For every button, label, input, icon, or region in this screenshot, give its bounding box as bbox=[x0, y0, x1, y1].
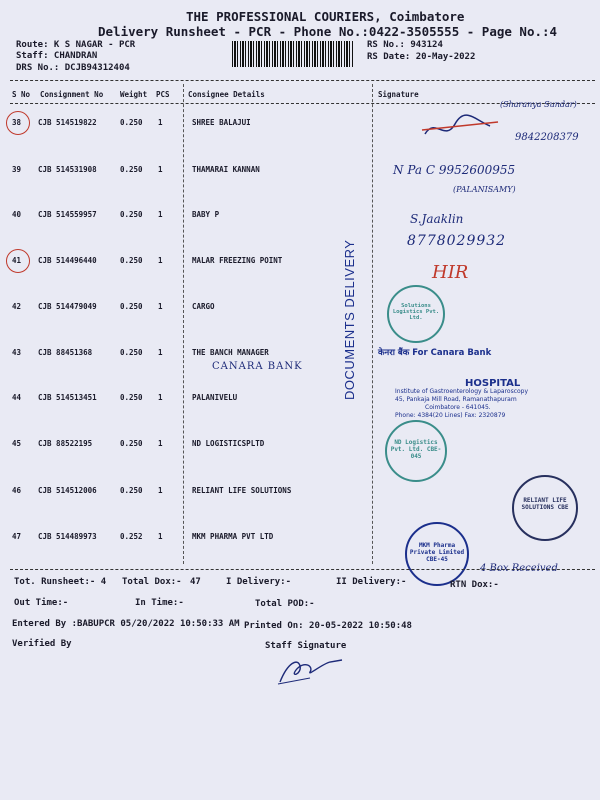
col-pcs: PCS bbox=[156, 90, 170, 99]
row-pcs: 1 bbox=[158, 302, 163, 311]
col-consignee: Consignee Details bbox=[188, 90, 265, 99]
signature-scribble-38 bbox=[420, 112, 500, 142]
staff-signature-scribble bbox=[270, 652, 350, 688]
hospital-stamp: HOSPITAL Institute of Gastroenterology & Laparoscopy 45, Pankaja Mill Road, Ramanathapuram Coimbatore - 641045. Phone: 4384(20 Lines) Fax: 2320879 bbox=[395, 378, 529, 419]
total-dox-label: Total Dox:- bbox=[122, 577, 182, 587]
row-weight: 0.250 bbox=[120, 486, 143, 495]
mkm-pharma-round-stamp: MKM Pharma Private Limited CBE-45 bbox=[405, 522, 469, 586]
row-pcs: 1 bbox=[158, 256, 163, 265]
handwritten-name: (PALANISAMY) bbox=[453, 185, 516, 194]
handwritten-name: S.Jaaklin bbox=[410, 212, 464, 226]
canara-bank-stamp: केनरा बैंक For Canara Bank bbox=[378, 348, 492, 358]
rs-date: RS Date: 20-May-2022 bbox=[367, 52, 476, 62]
row-weight: 0.250 bbox=[120, 302, 143, 311]
row-weight: 0.250 bbox=[120, 439, 143, 448]
row-consignee: RELIANT LIFE SOLUTIONS bbox=[192, 486, 292, 495]
documents-delivery-stamp: DOCUMENTS DELIVERY bbox=[342, 239, 357, 400]
row-consignee: CARGO bbox=[192, 302, 215, 311]
row-sno: 40 bbox=[12, 210, 22, 219]
col-weight: Weight bbox=[120, 90, 148, 99]
total-runsheet: Tot. Runsheet:- 4 bbox=[14, 577, 107, 587]
row-consignee: ND LOGISTICSPLTD bbox=[192, 439, 265, 448]
row-pcs: 1 bbox=[158, 210, 163, 219]
divider bbox=[10, 569, 595, 570]
col-consignment: Consignment No bbox=[40, 90, 104, 99]
staff-signature-label: Staff Signature bbox=[265, 641, 347, 651]
handwritten-phone: 9842208379 bbox=[515, 132, 579, 143]
ii-delivery: II Delivery:- bbox=[336, 577, 407, 587]
row-pcs: 1 bbox=[158, 348, 163, 357]
barcode bbox=[232, 41, 354, 67]
row-consignment: CJB 514559957 bbox=[38, 210, 97, 219]
in-time: In Time:- bbox=[135, 598, 184, 608]
table-row bbox=[0, 118, 600, 132]
table-row bbox=[0, 302, 600, 316]
drs-number: DRS No.: DCJB94312404 bbox=[16, 63, 130, 73]
red-circle-mark bbox=[6, 249, 30, 273]
row-consignment: CJB 514512006 bbox=[38, 486, 97, 495]
row-consignment: CJB 514519822 bbox=[38, 118, 97, 127]
row-weight: 0.250 bbox=[120, 165, 143, 174]
row-consignee: BABY P bbox=[192, 210, 220, 219]
red-circle-mark bbox=[6, 111, 30, 135]
table-row bbox=[0, 348, 600, 362]
row-pcs: 1 bbox=[158, 439, 163, 448]
row-consignee: THE BANCH MANAGER bbox=[192, 348, 269, 357]
handwritten-mark: HIR bbox=[432, 262, 469, 283]
handwritten-name: (Sharanya Sundar) bbox=[500, 100, 577, 109]
row-sno: 46 bbox=[12, 486, 22, 495]
table-row bbox=[0, 532, 600, 546]
handwritten-bank: CANARA BANK bbox=[212, 361, 303, 372]
handwritten-received: 4 Box Received bbox=[480, 563, 558, 574]
row-consignment: CJB 514479049 bbox=[38, 302, 97, 311]
out-time: Out Time:- bbox=[14, 598, 69, 608]
row-weight: 0.250 bbox=[120, 118, 143, 127]
divider bbox=[10, 80, 595, 81]
row-consignment: CJB 514496440 bbox=[38, 256, 97, 265]
row-sno: 43 bbox=[12, 348, 22, 357]
total-pod: Total POD:- bbox=[255, 599, 315, 609]
row-sno: 38 bbox=[12, 118, 22, 127]
row-consignment: CJB 514531908 bbox=[38, 165, 97, 174]
rs-number: RS No.: 943124 bbox=[367, 40, 443, 50]
nd-logistics-round-stamp: ND Logistics Pvt. Ltd. CBE-045 bbox=[385, 420, 447, 482]
row-weight: 0.250 bbox=[120, 210, 143, 219]
row-weight: 0.252 bbox=[120, 532, 143, 541]
row-weight: 0.250 bbox=[120, 348, 143, 357]
row-sno: 47 bbox=[12, 532, 22, 541]
row-consignee: MALAR FREEZING POINT bbox=[192, 256, 283, 265]
table-row bbox=[0, 486, 600, 500]
entered-by: Entered By :BABUPCR 05/20/2022 10:50:33 AM bbox=[12, 619, 240, 629]
i-delivery: I Delivery:- bbox=[226, 577, 292, 587]
handwritten-note: N Pa C 9952600955 bbox=[393, 163, 516, 177]
row-pcs: 1 bbox=[158, 393, 163, 402]
rtn-dox: RTN Dox:- bbox=[450, 580, 499, 590]
total-dox-value: 47 bbox=[190, 577, 201, 587]
handwritten-phone: 8778029932 bbox=[407, 233, 507, 249]
row-consignee: MKM PHARMA PVT LTD bbox=[192, 532, 274, 541]
row-consignee: PALANIVELU bbox=[192, 393, 238, 402]
runsheet-title: Delivery Runsheet - PCR - Phone No.:0422-3505555 - Page No.:4 bbox=[98, 24, 558, 39]
staff: Staff: CHANDRAN bbox=[16, 51, 98, 61]
row-weight: 0.250 bbox=[120, 256, 143, 265]
route: Route: K S NAGAR - PCR bbox=[16, 40, 136, 50]
row-pcs: 1 bbox=[158, 532, 163, 541]
row-pcs: 1 bbox=[158, 486, 163, 495]
printed-on: Printed On: 20-05-2022 10:50:48 bbox=[244, 621, 412, 631]
table-row bbox=[0, 439, 600, 453]
row-consignment: CJB 514489973 bbox=[38, 532, 97, 541]
table-row bbox=[0, 256, 600, 270]
verified-by: Verified By bbox=[12, 639, 72, 649]
company-title: THE PROFESSIONAL COURIERS, Coimbatore bbox=[186, 9, 465, 24]
row-consignee: THAMARAI KANNAN bbox=[192, 165, 260, 174]
row-pcs: 1 bbox=[158, 118, 163, 127]
col-signature: Signature bbox=[378, 90, 419, 99]
row-sno: 42 bbox=[12, 302, 22, 311]
reliant-round-stamp: RELIANT LIFE SOLUTIONS CBE bbox=[512, 475, 578, 541]
row-consignment: CJB 88522195 bbox=[38, 439, 93, 448]
logistics-round-stamp: Solutions Logistics Pvt. Ltd. bbox=[387, 285, 445, 343]
col-sno: S No bbox=[12, 90, 31, 99]
row-sno: 41 bbox=[12, 256, 22, 265]
row-consignee: SHREE BALAJUI bbox=[192, 118, 251, 127]
row-weight: 0.250 bbox=[120, 393, 143, 402]
row-sno: 39 bbox=[12, 165, 22, 174]
row-pcs: 1 bbox=[158, 165, 163, 174]
table-row bbox=[0, 210, 600, 224]
row-sno: 45 bbox=[12, 439, 22, 448]
row-consignment: CJB 514513451 bbox=[38, 393, 97, 402]
row-consignment: CJB 88451368 bbox=[38, 348, 93, 357]
row-sno: 44 bbox=[12, 393, 22, 402]
